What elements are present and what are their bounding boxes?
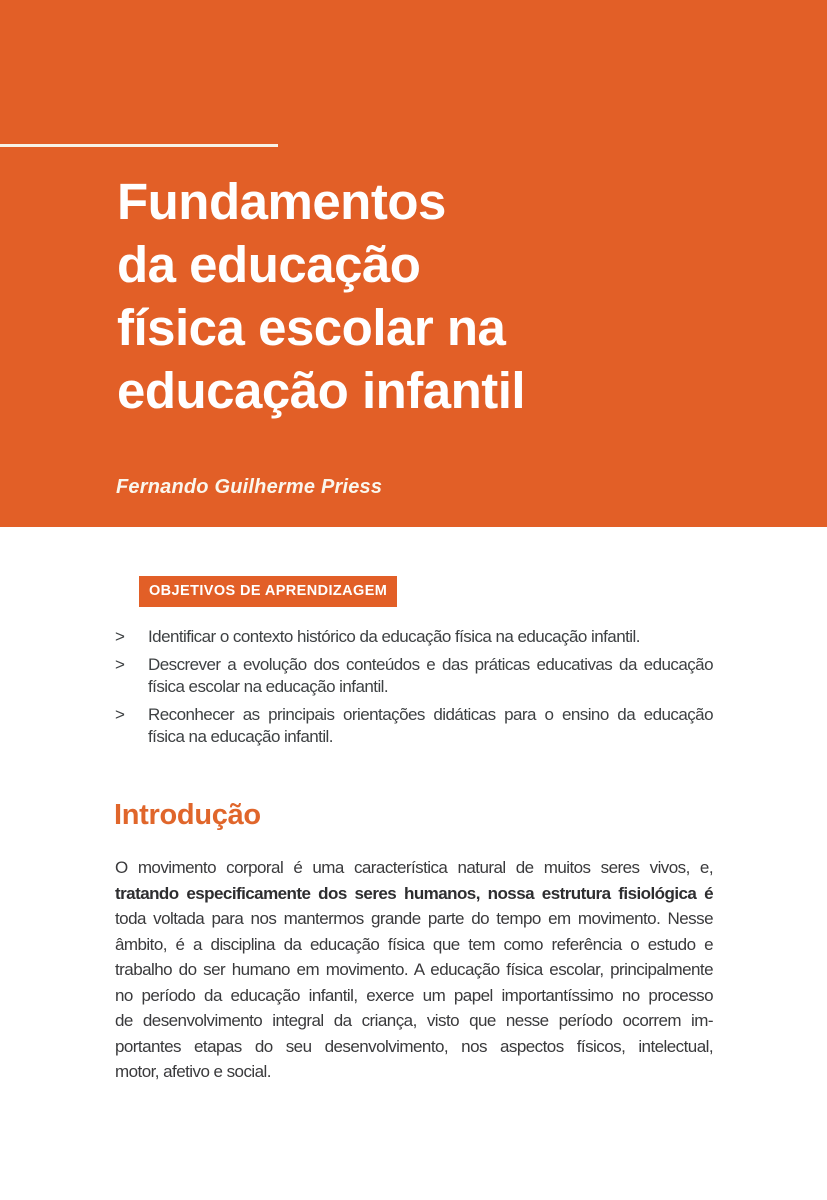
intro-paragraph	[115, 855, 713, 1085]
paragraph-line: motor, afetivo e social.	[115, 1062, 271, 1081]
title-rule	[0, 144, 278, 147]
paragraph-line: trabalho do ser humano em movimento. A educação física escolar, principalmente	[115, 960, 713, 979]
paragraph-line: de desenvolvimento integral da criança, visto que nesse período ocorrem im-	[115, 1011, 713, 1030]
chapter-title-line: física escolar na	[117, 299, 506, 356]
objective-text: Identificar o contexto histórico da educação física na educação infantil.	[148, 627, 640, 646]
paragraph-line: tratando especificamente dos seres humanos, nossa estrutura fisiológica é	[115, 883, 713, 903]
chapter-author: Fernando Guilherme Priess	[116, 476, 383, 498]
objective-item	[115, 626, 713, 648]
objective-bullet-marker: >	[115, 655, 125, 674]
paragraph-line: portantes etapas do seu desenvolvimento, nos aspectos físicos, intelectual,	[115, 1036, 713, 1056]
chapter-header	[0, 0, 827, 527]
objective-item	[115, 704, 713, 748]
intro-heading: Introdução	[114, 799, 261, 831]
paragraph-line: O movimento corporal é uma característica natural de muitos seres vivos, e,	[115, 858, 713, 877]
chapter-title-line: educação infantil	[117, 362, 526, 419]
objective-item	[115, 654, 713, 698]
objective-text: Descrever a evolução dos conteúdos e das práticas educativas da educação física escolar na educação infantil.	[148, 655, 713, 696]
chapter-title-line: da educação	[117, 236, 421, 293]
paragraph-line: no período da educação infantil, exerce um papel importantíssimo no processo	[115, 985, 713, 1005]
objective-text: Reconhecer as principais orientações didáticas para o ensino da educação física na educação infantil.	[148, 705, 713, 746]
objectives-list	[115, 626, 713, 754]
chapter-title	[117, 170, 525, 422]
objectives-badge: OBJETIVOS DE APRENDIZAGEM	[139, 576, 397, 607]
paragraph-line: âmbito, é a disciplina da educação física que tem como referência o estudo e	[115, 934, 713, 954]
objective-bullet-marker: >	[115, 627, 125, 646]
chapter-title-line: Fundamentos	[117, 173, 446, 230]
objective-bullet-marker: >	[115, 705, 125, 724]
paragraph-line: toda voltada para nos mantermos grande parte do tempo em movimento. Nesse	[115, 909, 713, 928]
